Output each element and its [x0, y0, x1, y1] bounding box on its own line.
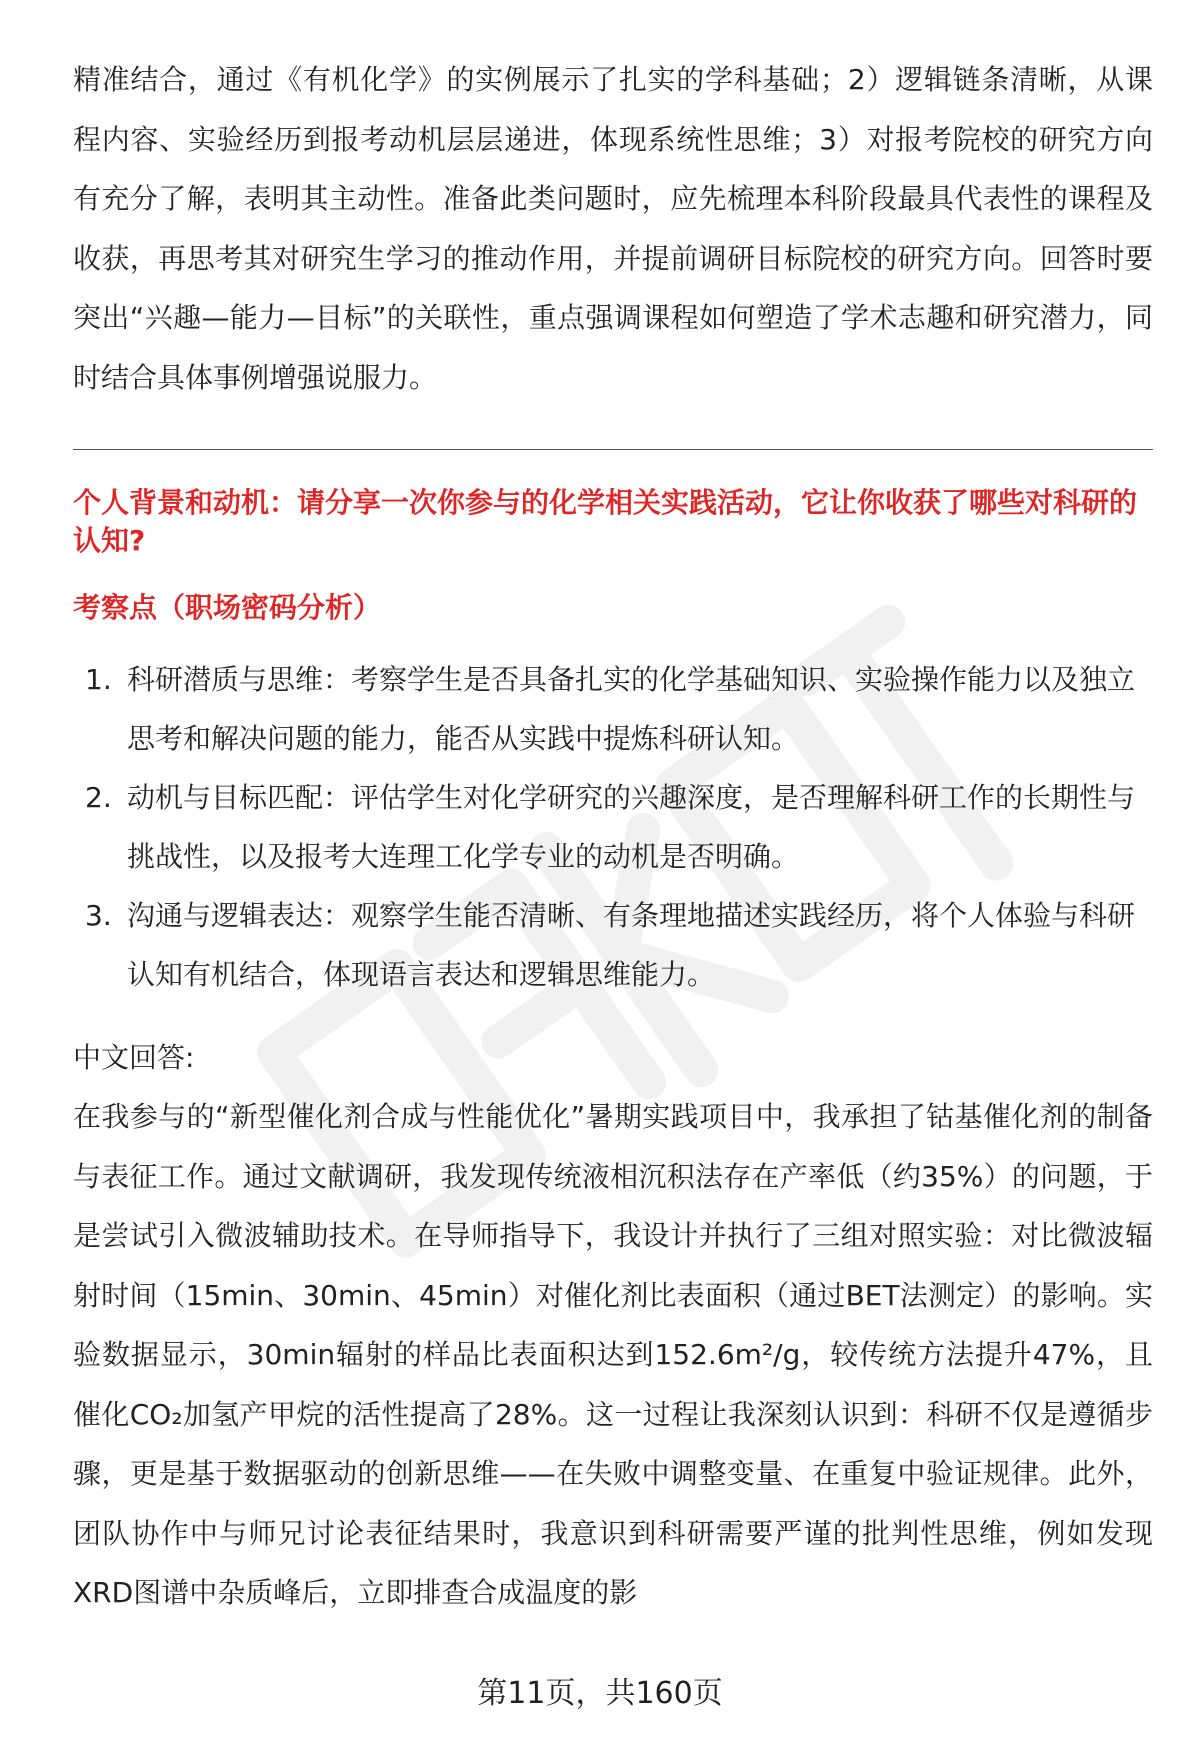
answer-label: 中文回答:: [73, 1041, 195, 1074]
list-item-text: 沟通与逻辑表达：观察学生能否清晰、有条理地描述实践经历，将个人体验与科研认知有机结合，体现语言表达和逻辑思维能力。: [127, 899, 1136, 991]
answer-paragraph: 在我参与的“新型催化剂合成与性能优化”暑期实践项目中，我承担了钴基催化剂的制备与表征工作。通过文献调研，我发现传统液相沉积法存在产率低（约35%）的问题，于是尝试引入微波辅助技术。在导师指导下，我设计并执行了三组对照实验：对比微波辐射时间（15min、30min、45min）对催化剂比表面积（通过BET法测定）的影响。实验数据显示，30min辐射的样品比表面积达到152.6m²/g，较传统方法提升47%，且催化CO₂加氢产甲烷的活性提高了28%。这一过程让我深刻认识到：科研不仅是遵循步骤，更是基于数据驱动的创新思维——在失败中调整变量、在重复中验证规律。此外，团队协作中与师兄讨论表征结果时，我意识到科研需要严谨的批判性思维，例如发现XRD图谱中杂质峰后，立即排查合成温度的影: [73, 1100, 1153, 1609]
list-item: [73, 650, 1153, 768]
list-item-text: 动机与目标匹配：评估学生对化学研究的兴趣深度，是否理解科研工作的长期性与挑战性，以及报考大连理工化学专业的动机是否明确。: [127, 781, 1136, 873]
list-item: [73, 768, 1153, 886]
list-number: 1.: [85, 663, 112, 696]
assessment-subheading: 考察点（职场密码分析）: [73, 591, 382, 624]
question-heading: 个人背景和动机：请分享一次你参与的化学相关实践活动，它让你收获了哪些对科研的认知?: [73, 486, 1138, 557]
intro-paragraph: 精准结合，通过《有机化学》的实例展示了扎实的学科基础；2）逻辑链条清晰，从课程内容、实验经历到报考动机层层递进，体现系统性思维；3）对报考院校的研究方向有充分了解，表明其主动性。准备此类问题时，应先梳理本科阶段最具代表性的课程及收获，再思考其对研究生学习的推动作用，并提前调研目标院校的研究方向。回答时要突出“兴趣—能力—目标”的关联性，重点强调课程如何塑造了学术志趣和研究潜力，同时结合具体事例增强说服力。: [73, 63, 1153, 394]
list-number: 2.: [85, 781, 112, 814]
page-number-footer: 第11页，共160页: [477, 1676, 723, 1711]
list-item: [73, 886, 1153, 1004]
page-content: [73, 50, 1153, 1623]
list-number: 3.: [85, 899, 112, 932]
assessment-points-list: [73, 650, 1153, 1004]
section-divider: [73, 449, 1153, 450]
list-item-text: 科研潜质与思维：考察学生是否具备扎实的化学基础知识、实验操作能力以及独立思考和解决问题的能力，能否从实践中提炼科研认知。: [127, 663, 1136, 755]
